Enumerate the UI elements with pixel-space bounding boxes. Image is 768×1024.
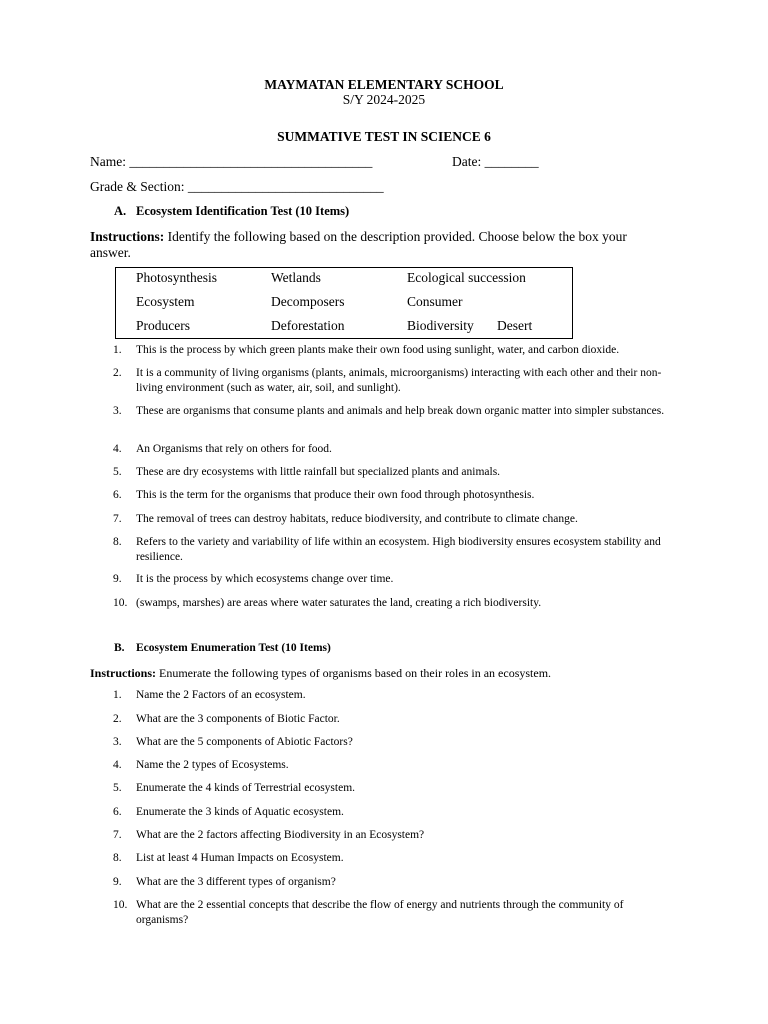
item-number: 7.	[113, 513, 122, 525]
item-text: The removal of trees can destroy habitats, reduce biodiversity, and contribute to climate change.	[136, 513, 578, 525]
item-number: 4.	[113, 443, 122, 455]
item-number: 4.	[113, 759, 122, 771]
item-text: What are the 3 different types of organism?	[136, 876, 336, 888]
item-number: 5.	[113, 466, 122, 478]
choice: Ecological succession	[407, 270, 526, 285]
item-number: 3.	[113, 736, 122, 748]
item-number: 2.	[113, 713, 122, 725]
choice: Consumer	[407, 294, 463, 309]
item-number: 1.	[113, 344, 122, 356]
item-text: It is a community of living organisms (plants, animals, microorganisms) interacting with each other and their non-living environment (such as water, air, soil, and sunlight).	[136, 367, 662, 394]
section-b-heading	[114, 642, 331, 654]
section-a-instructions-text: Identify the following based on the description provided. Choose below the box your answer.	[90, 229, 627, 260]
item-text: Name the 2 types of Ecosystems.	[136, 759, 289, 771]
item-number: 9.	[113, 573, 122, 585]
item-number: 3.	[113, 405, 122, 417]
grade-section-field: Grade & Section: _____________________________	[90, 179, 384, 194]
section-a-title: Ecosystem Identification Test (10 Items)	[136, 204, 350, 218]
item-number: 8.	[113, 852, 122, 864]
section-b-title: Ecosystem Enumeration Test (10 Items)	[136, 642, 331, 654]
item-number: 9.	[113, 876, 122, 888]
item-number: 7.	[113, 829, 122, 841]
item-text: These are dry ecosystems with little rainfall but specialized plants and animals.	[136, 466, 501, 478]
item-text: What are the 3 components of Biotic Factor.	[136, 713, 340, 725]
section-a-heading	[114, 204, 349, 219]
item-text: Enumerate the 4 kinds of Terrestrial ecosystem.	[136, 782, 356, 794]
item-number: 1.	[113, 689, 122, 701]
date-field: Date: ________	[452, 154, 539, 169]
item-text: What are the 5 components of Abiotic Factors?	[136, 736, 353, 748]
section-b-instructions-label: Instructions:	[90, 666, 157, 680]
choice: Ecosystem	[136, 294, 195, 309]
item-number: 2.	[113, 367, 122, 379]
item-text: Refers to the variety and variability of life within an ecosystem. High biodiversity ensures ecosystem stability and resilience.	[136, 536, 661, 563]
item-number: 8.	[113, 536, 122, 548]
section-b-instructions	[90, 666, 690, 681]
choice: Photosynthesis	[136, 270, 218, 285]
item-text: It is the process by which ecosystems change over time.	[136, 573, 394, 585]
item-text: Name the 2 Factors of an ecosystem.	[136, 689, 306, 701]
choice: Biodiversity	[407, 318, 474, 333]
choice: Desert	[497, 318, 533, 333]
choice: Wetlands	[271, 270, 321, 285]
section-b-letter: B.	[114, 642, 125, 654]
answer-choices-box	[115, 267, 573, 339]
item-text: This is the process by which green plants make their own food using sunlight, water, and carbon dioxide.	[136, 344, 620, 356]
item-number: 6.	[113, 489, 122, 501]
section-a-instructions-label: Instructions:	[90, 229, 165, 244]
item-number: 10.	[113, 899, 128, 911]
choice: Decomposers	[271, 294, 345, 309]
item-number: 5.	[113, 782, 122, 794]
section-b-instructions-text: Enumerate the following types of organisms based on their roles in an ecosystem.	[156, 666, 552, 680]
item-text: Enumerate the 3 kinds of Aquatic ecosystem.	[136, 806, 344, 818]
item-text: This is the term for the organisms that produce their own food through photosynthesis.	[136, 489, 535, 501]
item-text: (swamps, marshes) are areas where water saturates the land, creating a rich biodiversity.	[136, 597, 542, 609]
item-text: An Organisms that rely on others for food.	[136, 443, 332, 455]
test-title: SUMMATIVE TEST IN SCIENCE 6	[277, 129, 491, 144]
item-text: What are the 2 factors affecting Biodiversity in an Ecosystem?	[136, 829, 425, 841]
item-text: What are the 2 essential concepts that describe the flow of energy and nutrients through the community of organisms?	[136, 899, 624, 926]
item-number: 6.	[113, 806, 122, 818]
item-number: 10.	[113, 597, 128, 609]
choice: Producers	[136, 318, 190, 333]
item-text: List at least 4 Human Impacts on Ecosystem.	[136, 852, 344, 864]
name-field: Name: ____________________________________	[90, 154, 373, 169]
school-name: MAYMATAN ELEMENTARY SCHOOL	[264, 77, 504, 92]
choice: Deforestation	[271, 318, 345, 333]
section-a-letter: A.	[114, 204, 127, 218]
school-year: S/Y 2024-2025	[342, 92, 426, 107]
section-a-instructions	[90, 229, 660, 261]
item-text: These are organisms that consume plants and animals and help break down organic matter into simpler substances.	[136, 405, 665, 417]
